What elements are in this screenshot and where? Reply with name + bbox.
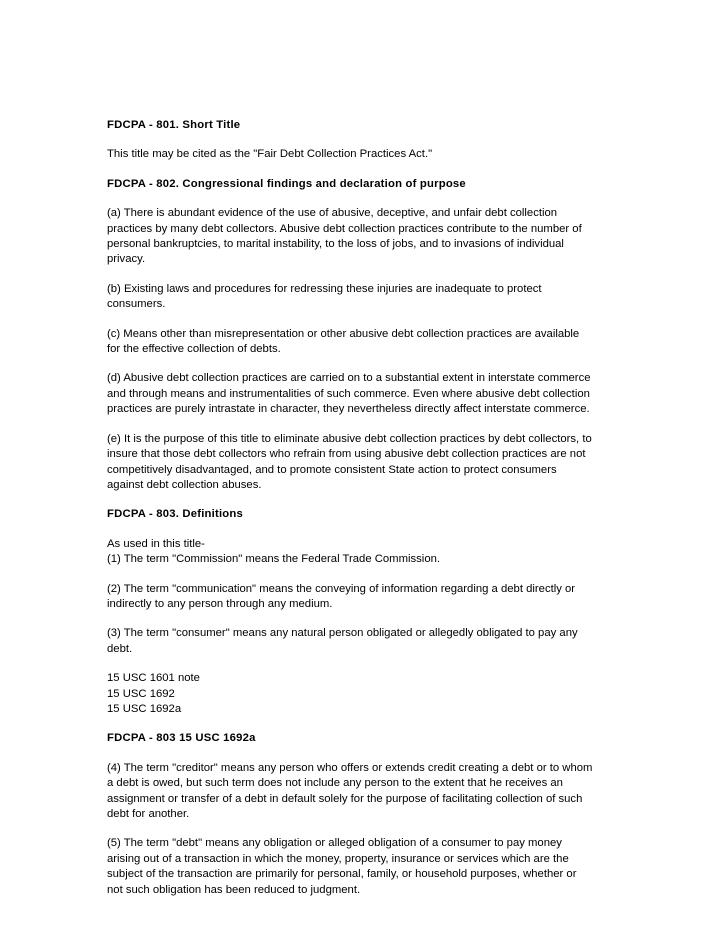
text-line: a debt is owed, but such term does not include any person to the extent that he receives an	[107, 777, 563, 790]
section-heading	[107, 731, 625, 746]
text-line: (5) The term "debt" means any obligation or alleged obligation of a consumer to pay money	[107, 837, 562, 850]
text-line: 15 USC 1692	[107, 687, 175, 700]
text-line: FDCPA - 803 15 USC 1692a	[107, 732, 256, 745]
text-line: subject of the transaction are primarily for personal, family, or household purposes, whether or	[107, 868, 577, 881]
paragraph	[107, 282, 625, 313]
text-line: arising out of a transaction in which the money, property, insurance or services which are the	[107, 852, 569, 865]
text-line: (3) The term "consumer" means any natural person obligated or allegedly obligated to pay any	[107, 627, 578, 640]
text-line: (e) It is the purpose of this title to eliminate abusive debt collection practices by debt collectors, to	[107, 432, 592, 445]
text-line: 15 USC 1601 note	[107, 672, 200, 685]
text-line: FDCPA - 801. Short Title	[107, 119, 241, 131]
text-line: indirectly to any person through any medium.	[107, 597, 333, 610]
paragraph	[107, 537, 625, 568]
text-line: 15 USC 1692a	[107, 702, 182, 715]
text-line: assignment or transfer of a debt in default solely for the purpose of facilitating collection of such	[107, 792, 583, 805]
text-line: and through means and instrumentalities of such commerce. Even where abusive debt collection	[107, 387, 590, 400]
text-line: As used in this title-	[107, 537, 205, 550]
text-line: insure that those debt collectors who refrain from using abusive debt collection practices are not	[107, 448, 586, 461]
paragraph	[107, 836, 625, 898]
text-line: for the effective collection of debts.	[107, 343, 281, 356]
text-line: practices by many debt collectors. Abusive debt collection practices contribute to the number of	[107, 222, 582, 235]
paragraph	[107, 671, 625, 717]
text-line: not such obligation has been reduced to judgment.	[107, 883, 361, 896]
text-line: This title may be cited as the "Fair Debt Collection Practices Act."	[107, 148, 433, 161]
text-line: (d) Abusive debt collection practices are carried on to a substantial extent in interstate commerce	[107, 372, 591, 385]
text-line: (2) The term "communication" means the conveying of information regarding a debt directly or	[107, 582, 576, 595]
text-line: (1) The term "Commission" means the Federal Trade Commission.	[107, 553, 441, 566]
paragraph	[107, 582, 625, 613]
text-line: (4) The term "creditor" means any person who offers or extends credit creating a debt or to whom	[107, 761, 593, 774]
text-line: (a) There is abundant evidence of the use of abusive, deceptive, and unfair debt collection	[107, 207, 558, 220]
paragraph	[107, 206, 625, 268]
text-line: competitively disadvantaged, and to promote consistent State action to protect consumers	[107, 463, 557, 476]
paragraph	[107, 761, 625, 823]
text-line: practices are purely intrastate in character, they nevertheless directly affect interstate commerce.	[107, 403, 590, 416]
text-line: personal bankruptcies, to marital instability, to the loss of jobs, and to invasions of individual	[107, 238, 564, 251]
document-page	[107, 118, 625, 912]
text-line: FDCPA - 803. Definitions	[107, 508, 243, 521]
section-heading	[107, 507, 625, 522]
section-heading	[107, 177, 625, 192]
paragraph	[107, 147, 625, 162]
text-line: against debt collection abuses.	[107, 478, 262, 491]
text-line: privacy.	[107, 253, 146, 266]
text-line: debt.	[107, 642, 133, 655]
text-line: (b) Existing laws and procedures for redressing these injuries are inadequate to protect	[107, 282, 542, 295]
paragraph	[107, 432, 625, 494]
text-line: FDCPA - 802. Congressional findings and declaration of purpose	[107, 177, 466, 190]
text-line: (c) Means other than misrepresentation or other abusive debt collection practices are available	[107, 327, 580, 340]
text-line: debt for another.	[107, 808, 190, 820]
paragraph	[107, 327, 625, 358]
section-heading	[107, 118, 625, 133]
text-line: consumers.	[107, 298, 166, 311]
paragraph	[107, 371, 625, 417]
paragraph	[107, 626, 625, 657]
